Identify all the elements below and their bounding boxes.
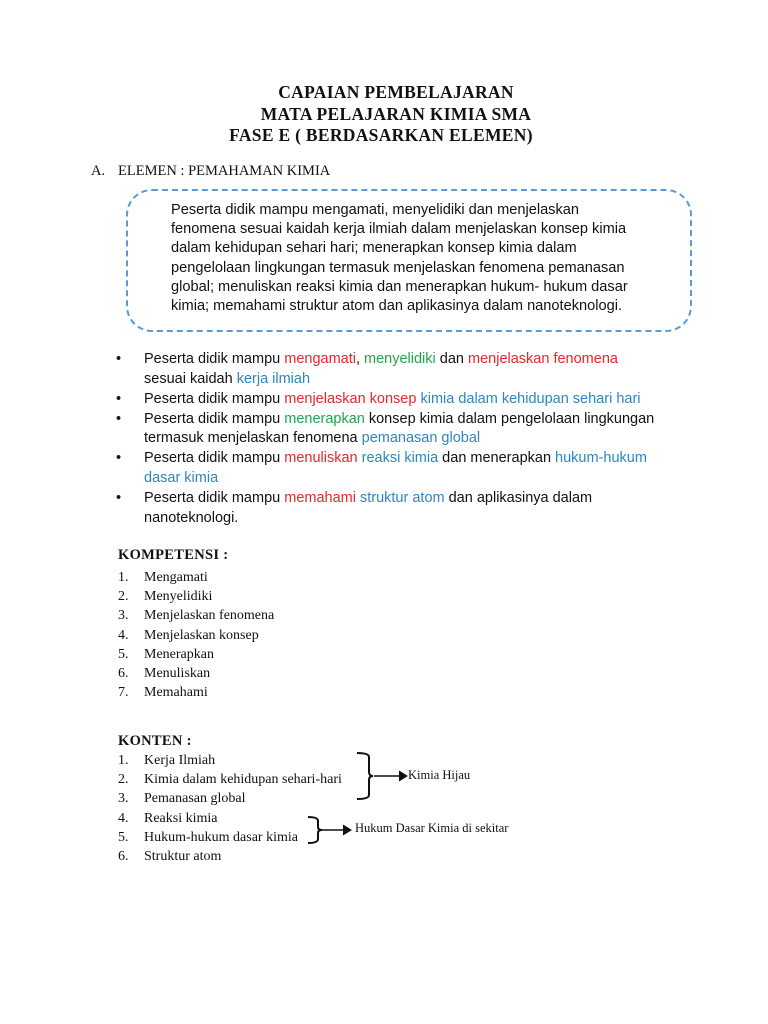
list-item — [118, 847, 342, 866]
bullet-item — [116, 350, 696, 389]
highlighted-term: menyelidiki — [364, 351, 436, 367]
highlighted-term: menjelaskan fenomena — [468, 351, 618, 367]
bullet-text: Peserta didik mampu — [144, 410, 285, 427]
document-title-line-1: CAPAIAN PEMBELAJARAN — [278, 82, 514, 102]
highlighted-term: dasar kimia — [144, 470, 219, 487]
list-item — [118, 568, 274, 587]
bullet-dot: • — [116, 490, 122, 507]
bullet-dot: • — [116, 410, 122, 427]
list-label: Menuliskan — [144, 666, 211, 682]
bullet-text: konsep kimia dalam pengelolaan lingkungan — [364, 410, 655, 427]
bullet-line — [144, 429, 696, 449]
bullet-text: dan — [435, 351, 469, 367]
document-title-line-3: FASE E ( BERDASARKAN ELEMEN) — [229, 125, 533, 145]
list-label: Struktur atom — [144, 849, 222, 865]
highlighted-term: reaksi kimia — [361, 450, 439, 467]
bullet-line — [144, 410, 696, 430]
summary-text — [171, 201, 681, 316]
bullet-dot: • — [116, 351, 122, 367]
highlighted-term: kerja ilmiah — [236, 370, 311, 387]
summary-line: pengelolaan lingkungan termasuk menjelaskan fenomena pemanasan — [171, 259, 625, 276]
bullet-line — [144, 449, 696, 469]
konten-heading: KONTEN : — [118, 733, 192, 749]
list-number: 6. — [118, 849, 129, 865]
bullet-item — [116, 390, 696, 410]
bullet-line — [144, 390, 696, 410]
section-letter: A. — [91, 163, 106, 179]
bullet-dot: • — [116, 450, 122, 467]
list-label: Reaksi kimia — [144, 810, 218, 826]
group-label-hukum-dasar: Hukum Dasar Kimia di sekitar — [355, 821, 509, 835]
group-label-kimia-hijau: Kimia Hijau — [408, 768, 471, 782]
highlighted-term: kimia dalam kehidupan sehari hari — [420, 390, 641, 407]
list-number: 2. — [118, 772, 129, 788]
highlighted-term: mengamati — [284, 351, 356, 367]
document-title-line-2: MATA PELAJARAN KIMIA SMA — [260, 104, 532, 124]
summary-line: fenomena sesuai kaidah kerja ilmiah dalam menjelaskan konsep kimia — [171, 221, 627, 238]
list-number: 5. — [118, 829, 129, 845]
list-label: Menjelaskan fenomena — [144, 608, 275, 624]
highlighted-term: menerapkan — [284, 410, 365, 427]
bullet-text: sesuai kaidah — [144, 370, 237, 387]
bullet-line — [144, 469, 696, 489]
list-label: Kimia dalam kehidupan sehari-hari — [144, 772, 342, 788]
list-label: Pemanasan global — [144, 791, 246, 807]
list-number: 4. — [118, 810, 129, 826]
section-a-heading — [91, 163, 330, 180]
list-number: 1. — [118, 753, 129, 768]
list-number: 5. — [118, 646, 129, 662]
list-label: Menjelaskan konsep — [144, 627, 259, 643]
bullet-item — [116, 489, 696, 528]
list-item — [118, 664, 274, 683]
list-label: Menerapkan — [144, 646, 214, 662]
highlighted-term: hukum-hukum — [555, 450, 647, 467]
list-item — [118, 606, 274, 625]
list-number: 2. — [118, 589, 129, 605]
highlighted-term: menjelaskan konsep — [284, 390, 417, 407]
list-item — [118, 626, 274, 645]
list-number: 7. — [118, 685, 129, 701]
list-number: 6. — [118, 666, 129, 682]
summary-line: kimia; memahami struktur atom dan aplikasinya dalam nanoteknologi. — [171, 298, 623, 315]
list-number: 4. — [118, 627, 129, 643]
list-item — [118, 587, 274, 606]
kompetensi-heading: KOMPETENSI : — [118, 547, 229, 563]
group-bracket-2 — [306, 815, 358, 847]
bullet-text: , — [355, 351, 365, 367]
summary-line: global; menuliskan reaksi kimia dan menerapkan hukum- hukum dasar — [171, 278, 628, 295]
summary-line: Peserta didik mampu mengamati, menyelidiki dan menjelaskan — [171, 202, 580, 218]
list-label: Memahami — [144, 685, 208, 701]
list-item — [118, 645, 274, 664]
bullet-line — [144, 509, 696, 529]
bullet-text: Peserta didik mampu — [144, 390, 285, 407]
list-number: 1. — [118, 570, 129, 585]
konten-list — [118, 751, 342, 866]
kompetensi-list — [118, 568, 274, 702]
bullet-line — [144, 370, 696, 390]
bullet-line — [144, 350, 696, 370]
bullet-text: termasuk menjelaskan fenomena — [144, 430, 362, 447]
list-number: 3. — [118, 791, 129, 807]
list-label: Mengamati — [144, 570, 208, 585]
summary-line: dalam kehidupan sehari hari; menerapkan konsep kimia dalam — [171, 240, 577, 257]
list-label: Hukum-hukum dasar kimia — [144, 829, 298, 845]
highlighted-term: memahami — [284, 490, 356, 507]
highlighted-term: struktur atom — [359, 490, 445, 507]
list-label: Kerja Ilmiah — [144, 753, 216, 768]
list-number: 3. — [118, 608, 129, 624]
highlighted-term: pemanasan global — [361, 430, 481, 447]
section-label: ELEMEN : PEMAHAMAN KIMIA — [118, 163, 331, 179]
bullet-dot: • — [116, 390, 122, 407]
list-item — [118, 789, 342, 808]
bullet-text: Peserta didik mampu — [144, 450, 285, 467]
group-bracket-1 — [355, 750, 415, 802]
bullet-list — [116, 350, 696, 529]
bullet-text: nanoteknologi. — [144, 509, 239, 526]
bullet-line — [144, 489, 696, 509]
bullet-item — [116, 449, 696, 488]
bullet-text: Peserta didik mampu — [144, 351, 285, 367]
list-item — [118, 770, 342, 789]
list-item — [118, 683, 274, 702]
list-item — [118, 751, 342, 770]
bullet-text: dan aplikasinya dalam — [444, 490, 593, 507]
bullet-item — [116, 410, 696, 449]
bullet-text: dan menerapkan — [438, 450, 556, 467]
highlighted-term: menuliskan — [284, 450, 358, 467]
bullet-text: Peserta didik mampu — [144, 490, 285, 507]
list-label: Menyelidiki — [144, 589, 213, 605]
